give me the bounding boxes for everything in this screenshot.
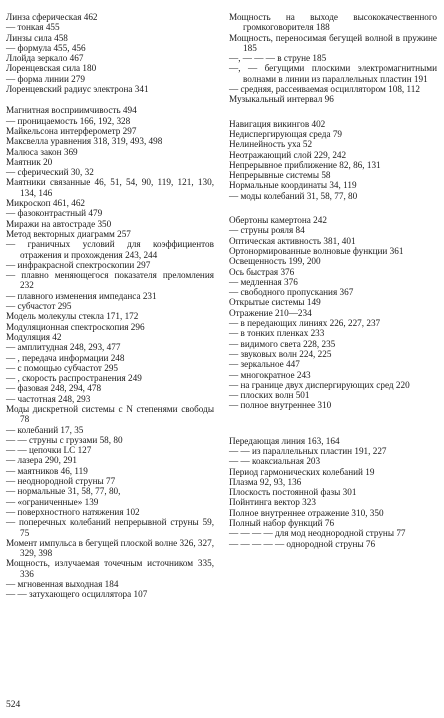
index-entry: — струны рояля 84 xyxy=(229,225,305,236)
index-entry: — многократное 243 xyxy=(229,369,311,380)
index-entry: Маятники связанные 46, 51, 54, 90, 119, 121, 130, 134, 146 xyxy=(6,177,214,198)
index-entry: — — — — — однородной струны 76 xyxy=(229,538,376,549)
index-entry: — фазовая 248, 294, 478 xyxy=(6,383,102,394)
index-entry: — — цепочки LC 127 xyxy=(6,445,92,456)
index-entry: — мгновенная выходная 184 xyxy=(6,579,119,590)
index-entry: Момент импульса в бегущей плоской волне 326, 327, 329, 398 xyxy=(6,537,214,559)
index-entry: Обертоны камертона 242 xyxy=(229,215,327,226)
index-entry: Освещенность 199, 200 xyxy=(229,256,321,267)
index-entry: Период гармонических колебаний 19 xyxy=(229,466,375,477)
index-entry: — медленная 376 xyxy=(229,276,298,287)
index-entry: Модель молекулы стекла 171, 172 xyxy=(6,311,139,322)
index-entry: — , скорость распространения 249 xyxy=(6,373,142,384)
index-entry: Ллойда зеркало 467 xyxy=(6,53,84,64)
index-entry: Максвелла уравнения 318, 319, 493, 498 xyxy=(6,136,163,147)
index-entry: — формула 455, 456 xyxy=(6,42,86,53)
index-entry: Линза сферическая 462 xyxy=(6,12,98,22)
index-entry: — зеркальное 447 xyxy=(229,359,300,370)
index-entry: Майкельсона интерферометр 297 xyxy=(6,125,137,136)
index-entry: — проницаемость 166, 192, 328 xyxy=(6,115,131,126)
index-entry: — средняя, рассеиваемая осциллятором 108, 112 xyxy=(229,84,420,95)
section-gap xyxy=(229,105,437,119)
index-entry: — фазоконтрастный 479 xyxy=(6,208,103,219)
index-entry: — моды колебаний 31, 58, 77, 80 xyxy=(229,190,358,201)
index-entry: Открытые системы 149 xyxy=(229,297,321,308)
index-entry: —, — — — в струне 185 xyxy=(229,53,327,64)
index-entry: — — — — для мод неоднородной струны 77 xyxy=(229,528,406,539)
index-entry: Пойнтинга вектор 323 xyxy=(229,497,316,508)
index-entry: Непрерывные системы 58 xyxy=(229,170,331,181)
index-entry: Модуляционная спектроскопия 296 xyxy=(6,321,145,332)
index-entry: Магнитная восприимчивость 494 xyxy=(6,105,137,116)
index-entry: — форма линии 279 xyxy=(6,73,85,84)
index-entry: Лоренцевский радиус электрона 341 xyxy=(6,84,149,95)
index-entry: — в тонких пленках 233 xyxy=(229,328,325,339)
index-entry: — инфракрасной спектроскопии 297 xyxy=(6,259,151,270)
index-entry: Моды дискретной системы с N степенями свободы 78 xyxy=(6,403,214,425)
index-entry: Неотражающий слой 229, 242 xyxy=(229,149,347,160)
index-entry: — поверхностного натяжения 102 xyxy=(6,506,140,517)
index-entry: Ортонормированные волновые функции 361 xyxy=(229,245,404,256)
index-entry: Ось быстрая 376 xyxy=(229,266,295,277)
index-entry: — поперечных колебаний непрерывной струны 59, 75 xyxy=(6,517,214,538)
index-entry: Нормальные координаты 34, 119 xyxy=(229,180,357,191)
index-entry: — плавно меняющегося показателя преломления 232 xyxy=(6,270,214,291)
index-entry: — — из параллельных пластин 191, 227 xyxy=(229,445,387,456)
index-entry: — частотная 248, 293 xyxy=(6,393,91,404)
index-entry: — «ограниченные» 139 xyxy=(6,496,99,507)
index-entry: — неоднородной струны 77 xyxy=(6,476,116,487)
index-entry: Малюса закон 369 xyxy=(6,146,78,157)
index-entry: Музыкальный интервал 96 xyxy=(229,94,334,105)
index-entry: — видимого света 228, 235 xyxy=(229,338,336,349)
index-entry: — граничных условий для коэффициентов отражения и прохождения 243, 244 xyxy=(6,239,214,260)
index-entry: — сферический 30, 32 xyxy=(6,167,94,178)
index-entry: Отражение 210—234 xyxy=(229,307,312,318)
index-entry: Полное внутреннее отражение 310, 350 xyxy=(229,507,384,518)
index-entry: — — струны с грузами 58, 80 xyxy=(6,434,123,445)
section-gap xyxy=(6,94,214,105)
index-entry: Мощность, переносимая бегущей волной в пружине 185 xyxy=(229,32,437,53)
index-entry: Нелинейность уха 52 xyxy=(229,139,313,150)
section-gap xyxy=(229,425,437,436)
index-entry: — колебаний 17, 35 xyxy=(6,424,84,435)
index-entry: — — затухающего осциллятора 107 xyxy=(6,589,148,600)
index-entry: Маятник 20 xyxy=(6,156,53,167)
index-entry: — лазера 290, 291 xyxy=(6,455,77,466)
section-gap xyxy=(229,411,437,425)
index-entry: Плоскость постоянной фазы 301 xyxy=(229,487,357,498)
index-entry: — звуковых волн 224, 225 xyxy=(229,348,332,359)
index-entry: Линзы сила 458 xyxy=(6,32,68,43)
right-index-column xyxy=(229,12,437,549)
index-entry: — тонкая 455 xyxy=(6,22,60,33)
index-entry: Плазма 92, 93, 136 xyxy=(229,476,302,487)
index-entry: — плоских волн 501 xyxy=(229,390,310,401)
index-entry: — субчастот 295 xyxy=(6,301,72,312)
index-entry: — нормальные 31, 58, 77, 80, xyxy=(6,486,121,497)
index-entry: Оптическая активность 381, 401 xyxy=(229,235,356,246)
index-entry: Недиспергирующая среда 79 xyxy=(229,128,343,139)
index-entry: Полный набор функций 76 xyxy=(229,518,335,529)
index-entry: — маятников 46, 119 xyxy=(6,465,88,476)
section-gap xyxy=(229,201,437,215)
index-entry: Микроскоп 461, 462 xyxy=(6,198,86,209)
index-entry: Мощность на выходе высококачественного громкоговорителя 188 xyxy=(229,12,437,33)
index-entry: Миражи на автостраде 350 xyxy=(6,218,112,229)
page-number: 524 xyxy=(6,700,21,710)
index-entry: — в передающих линиях 226, 227, 237 xyxy=(229,318,381,329)
index-entry: — плавного изменения импеданса 231 xyxy=(6,290,157,301)
index-entry: Передающая линия 163, 164 xyxy=(229,435,340,446)
index-entry: Непрерывное приближение 82, 86, 131 xyxy=(229,159,381,170)
index-entry: Навигация викингов 402 xyxy=(229,118,326,129)
index-entry: — с помощью субчастот 295 xyxy=(6,362,119,373)
index-entry: — полное внутреннее 310 xyxy=(229,400,332,411)
index-entry: Модуляция 42 xyxy=(6,331,62,342)
index-entry: — свободного пропускания 367 xyxy=(229,287,354,298)
index-entry: — — коаксиальная 203 xyxy=(229,456,321,467)
index-entry: Мощность, излучаемая точечным источником 335, 336 xyxy=(6,558,214,579)
left-index-column xyxy=(6,12,214,600)
index-entry: — на границе двух диспергирующих сред 220 xyxy=(229,379,410,390)
index-entry: —, — бегущими плоскими электромагнитными волнами в линии из параллельных пластин 191 xyxy=(229,63,437,84)
index-entry: Метод векторных диаграмм 257 xyxy=(6,228,131,239)
index-entry: — амплитудная 248, 293, 477 xyxy=(6,342,121,353)
index-entry: Лоренцевская сила 180 xyxy=(6,63,97,74)
index-entry: — , передача информации 248 xyxy=(6,352,125,363)
